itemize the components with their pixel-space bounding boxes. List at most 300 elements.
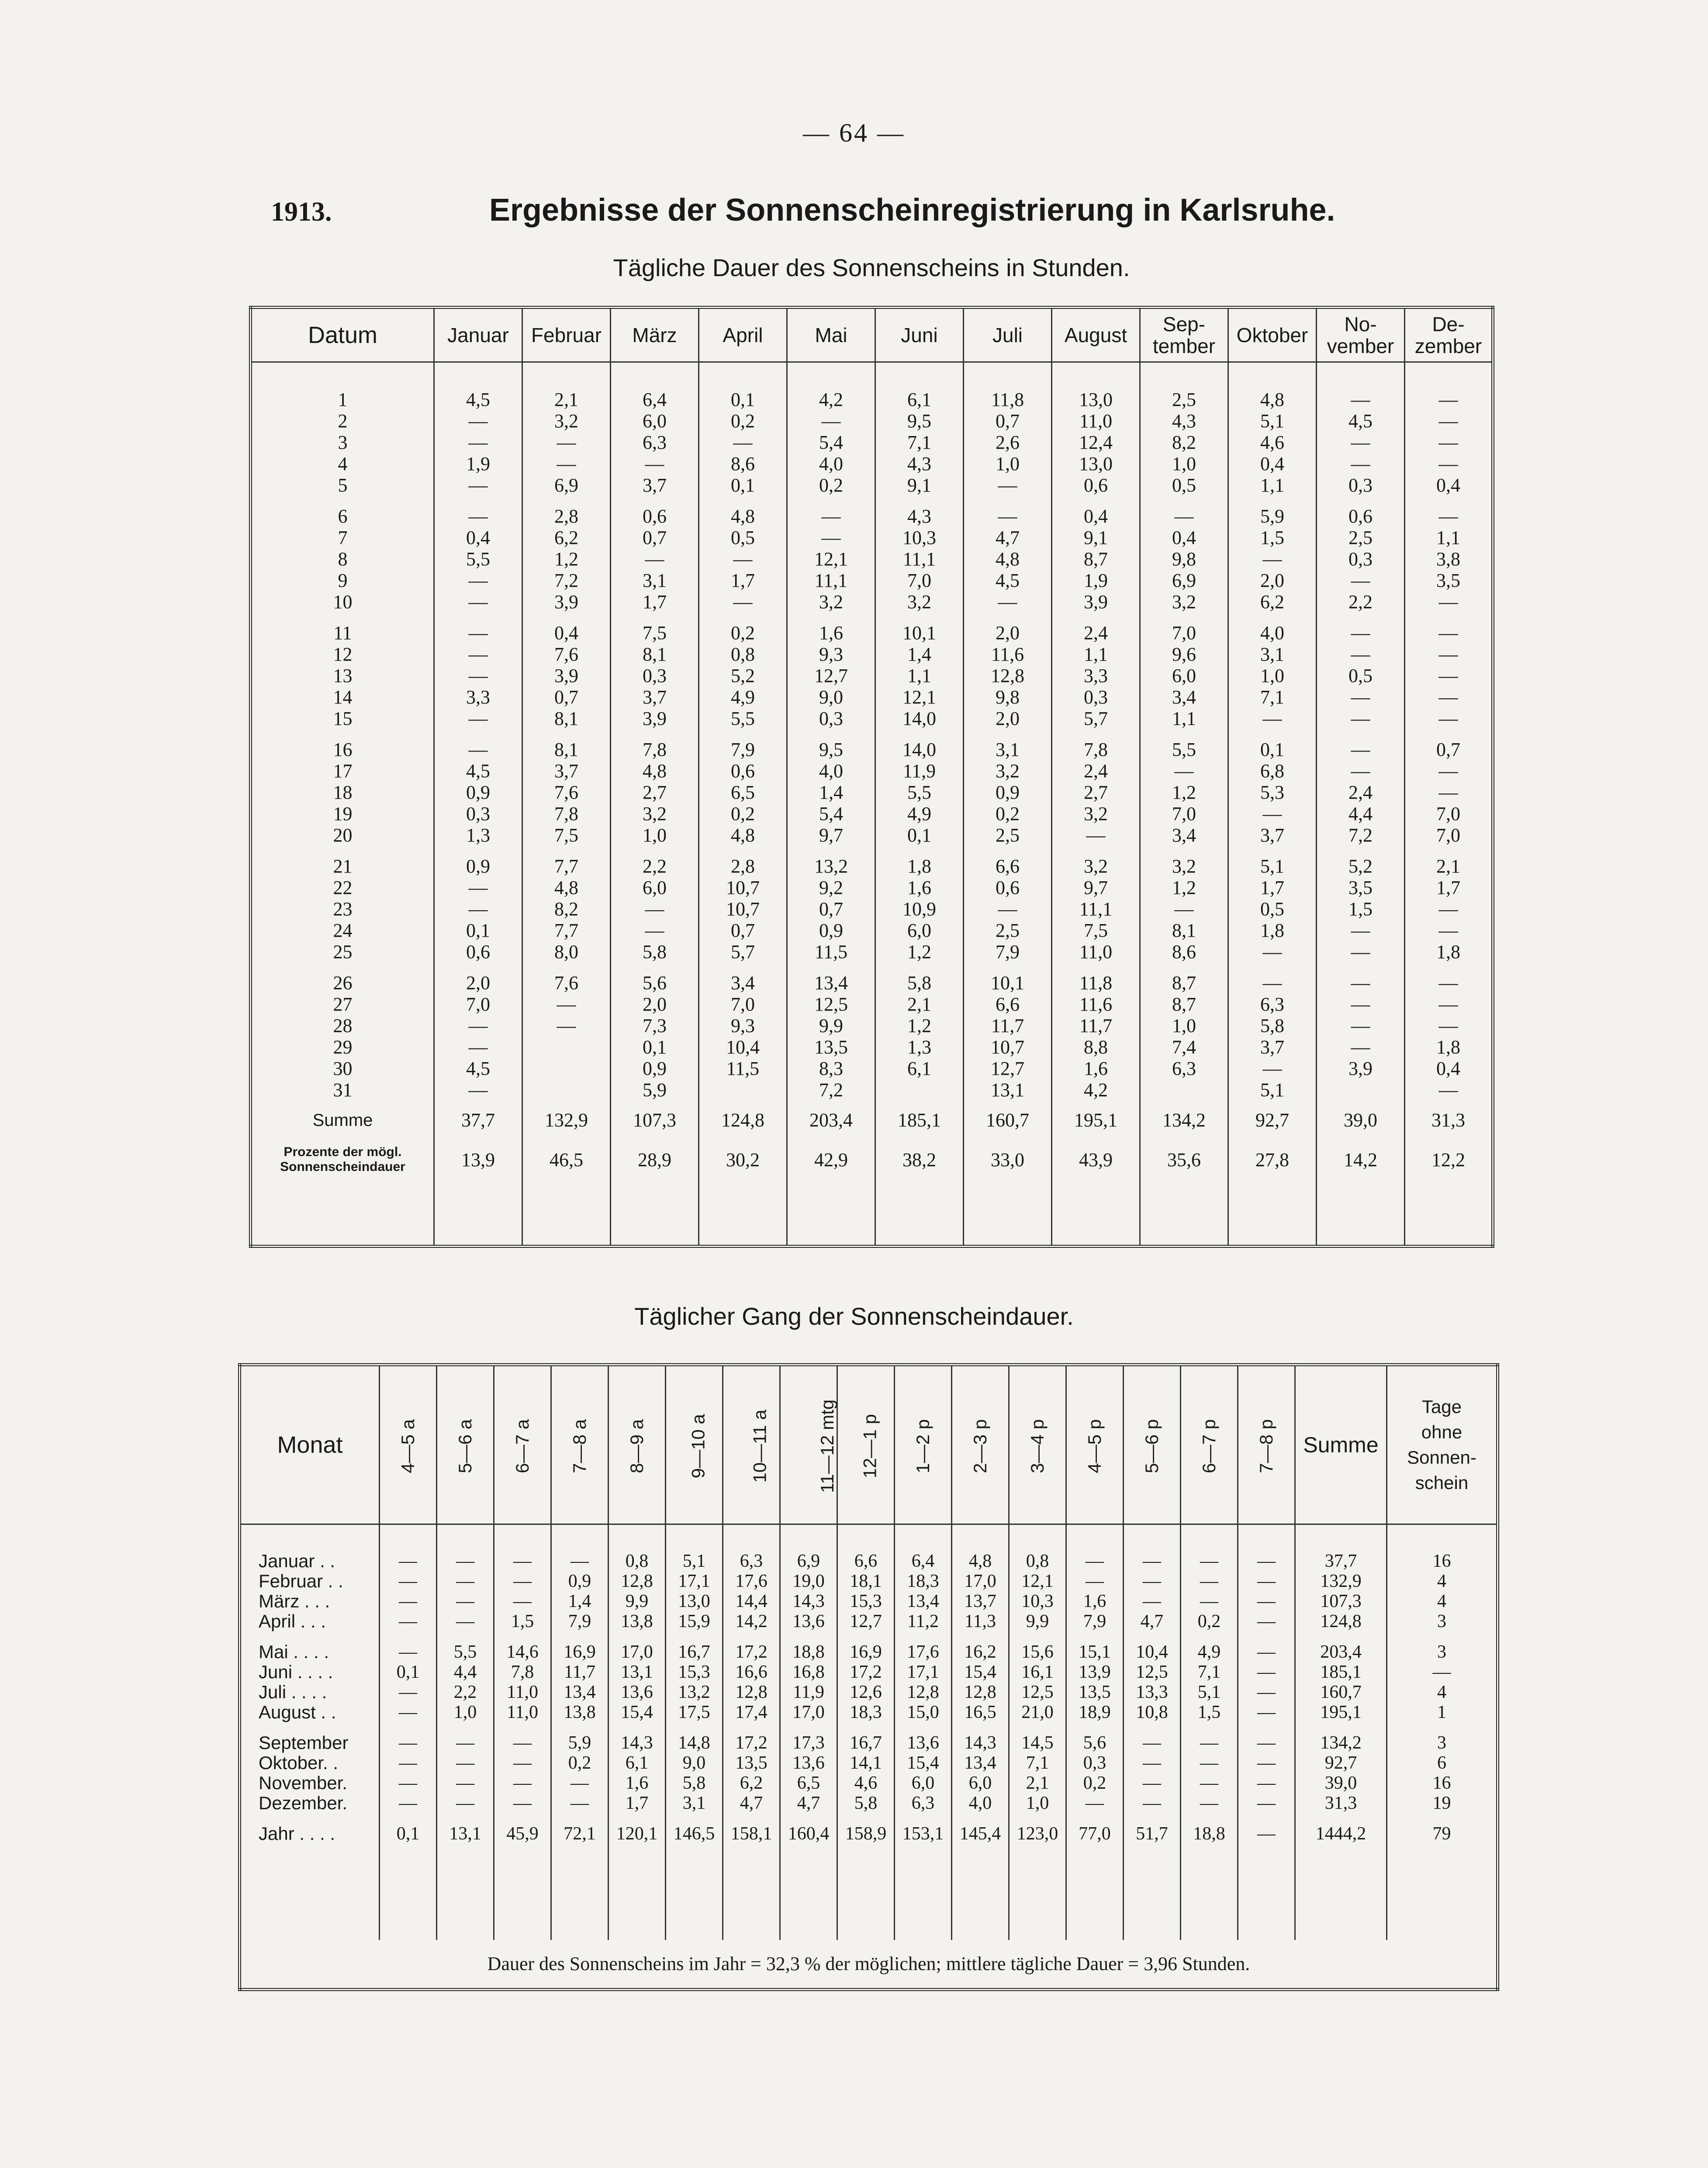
hourly-value: 3,1 — [666, 1793, 723, 1813]
sunshine-value: 1,6 — [787, 622, 875, 644]
hourly-value: — — [1124, 1793, 1181, 1813]
hourly-value: — — [437, 1611, 494, 1631]
spacer-cell — [240, 1524, 380, 1552]
sunshine-value: 11,1 — [787, 570, 875, 591]
sunshine-value: 2,5 — [964, 920, 1052, 941]
hourly-value: — — [494, 1773, 551, 1793]
sunshine-value: 11,6 — [1052, 994, 1140, 1015]
sunshine-value: 7,0 — [1140, 622, 1228, 644]
prozente-value: 12,2 — [1405, 1140, 1493, 1179]
hourly-value: 1,0 — [1009, 1793, 1066, 1813]
day-label: 26 — [333, 972, 353, 994]
sunshine-value: 2,7 — [1052, 782, 1140, 803]
spacer-cell — [964, 362, 1052, 389]
hourly-value: 16,1 — [1009, 1662, 1066, 1682]
hourly-value: — — [1238, 1793, 1295, 1813]
spacer-cell — [251, 496, 434, 506]
summe-value: 160,7 — [964, 1101, 1052, 1140]
sunshine-value: 4,5 — [434, 760, 522, 782]
day-label: 22 — [333, 877, 353, 898]
hourly-value: 4,7 — [723, 1793, 780, 1813]
hourly-value: 9,0 — [666, 1753, 723, 1773]
spacer-cell — [1228, 613, 1317, 622]
spacer-cell — [699, 846, 787, 855]
spacer-cell — [666, 1844, 723, 1940]
sunshine-value: 8,2 — [1140, 432, 1228, 453]
month-header: Mai — [787, 308, 875, 362]
sunshine-value: — — [434, 739, 522, 760]
hourly-value: 13,3 — [1124, 1682, 1181, 1702]
sunshine-value: 6,9 — [522, 474, 611, 496]
sunshine-value: 5,8 — [611, 941, 699, 963]
hourly-value: 14,5 — [1009, 1733, 1066, 1753]
month-header: April — [699, 308, 787, 362]
hourly-value: 195,1 — [1295, 1702, 1387, 1722]
hour-label: 7—8 a — [569, 1419, 590, 1473]
spacer-cell — [1066, 1813, 1124, 1824]
spacer-cell — [1140, 613, 1228, 622]
spacer-cell — [837, 1631, 895, 1642]
hourly-value: 17,1 — [666, 1571, 723, 1591]
spacer-cell — [251, 1179, 434, 1247]
sunshine-value: 3,3 — [434, 686, 522, 708]
sunshine-value: 9,9 — [787, 1015, 875, 1036]
footer-note: Dauer des Sonnenscheins im Jahr = 32,3 % der möglichen; mittlere tägliche Dauer = 3,96 Stunden. — [487, 1953, 1250, 1974]
hourly-value: — — [1181, 1733, 1238, 1753]
spacer-cell — [1317, 613, 1405, 622]
spacer-cell — [1052, 846, 1140, 855]
hourly-value: 6,4 — [895, 1551, 952, 1571]
summe-value: 185,1 — [875, 1101, 964, 1140]
table-row — [251, 591, 1493, 613]
sunshine-value: 6,3 — [611, 432, 699, 453]
sunshine-value: — — [964, 506, 1052, 527]
spacer-cell — [964, 496, 1052, 506]
sunshine-value: — — [1317, 432, 1405, 453]
day-label: 20 — [333, 824, 353, 846]
table-row — [240, 1753, 1498, 1773]
hourly-value: 7,8 — [494, 1662, 551, 1682]
sunshine-value: 1,4 — [875, 644, 964, 665]
hourly-value: 0,2 — [1181, 1611, 1238, 1631]
sunshine-value: 5,1 — [1228, 855, 1317, 877]
hourly-value: — — [380, 1793, 437, 1813]
sunshine-value: 9,1 — [875, 474, 964, 496]
hour-label: 4—5 a — [398, 1419, 418, 1473]
spacer-cell — [522, 496, 611, 506]
jahr-value: 0,1 — [380, 1824, 437, 1844]
spacer-cell — [437, 1844, 494, 1940]
hourly-value: — — [494, 1733, 551, 1753]
hourly-value: 4,7 — [780, 1793, 837, 1813]
month-header: Juli — [964, 308, 1052, 362]
summe-value: 132,9 — [522, 1101, 611, 1140]
sunshine-value: 2,0 — [434, 972, 522, 994]
hour-label: 3—4 p — [1027, 1419, 1048, 1473]
table-row — [251, 739, 1493, 760]
sunshine-value: 1,8 — [1405, 1036, 1493, 1058]
hourly-value: 6,0 — [952, 1773, 1009, 1793]
sunshine-value: 5,5 — [875, 782, 964, 803]
sunshine-value: 5,4 — [787, 432, 875, 453]
sunshine-value: 1,0 — [611, 824, 699, 846]
jahr-value: 160,4 — [780, 1824, 837, 1844]
spacer-cell — [895, 1631, 952, 1642]
sunshine-value: 0,7 — [522, 686, 611, 708]
hourly-value: 7,1 — [1009, 1753, 1066, 1773]
spacer-cell — [1140, 729, 1228, 739]
hourly-value: — — [551, 1551, 609, 1571]
day-label: 9 — [338, 570, 348, 591]
spacer-cell — [787, 963, 875, 972]
sunshine-value: — — [1405, 1079, 1493, 1101]
spacer-cell — [494, 1524, 551, 1552]
hourly-value: — — [380, 1591, 437, 1611]
sunshine-value — [522, 1079, 611, 1101]
sunshine-value: 1,0 — [1140, 453, 1228, 474]
hourly-value: 15,4 — [952, 1662, 1009, 1682]
sunshine-value: 3,2 — [875, 591, 964, 613]
spacer-cell — [952, 1813, 1009, 1824]
hourly-value: 16,7 — [837, 1733, 895, 1753]
hourly-value: 13,8 — [609, 1611, 666, 1631]
table-row — [251, 389, 1493, 410]
hourly-value: 4 — [1387, 1682, 1498, 1702]
sunshine-value: 7,7 — [522, 920, 611, 941]
spacer-cell — [723, 1631, 780, 1642]
day-label: 10 — [333, 591, 353, 613]
spacer-cell — [434, 496, 522, 506]
spacer-cell — [895, 1722, 952, 1733]
hourly-value: — — [1124, 1551, 1181, 1571]
summe-value: 195,1 — [1052, 1101, 1140, 1140]
month-label: März . . . — [259, 1591, 330, 1611]
sunshine-value: — — [1405, 506, 1493, 527]
spacer-cell — [251, 362, 434, 389]
sunshine-value: 5,8 — [875, 972, 964, 994]
table-row — [240, 1571, 1498, 1591]
spacer-cell — [1405, 963, 1493, 972]
spacer-cell — [1228, 729, 1317, 739]
sunshine-value: 11,9 — [875, 760, 964, 782]
sunshine-value: 1,2 — [522, 548, 611, 570]
sunshine-value: 5,9 — [1228, 506, 1317, 527]
spacer-cell — [780, 1524, 837, 1552]
hourly-value: 15,4 — [895, 1753, 952, 1773]
sunshine-value — [1140, 1079, 1228, 1101]
sunshine-value: 1,1 — [875, 665, 964, 686]
sunshine-value: — — [787, 527, 875, 548]
spacer-cell — [1066, 1524, 1124, 1552]
sunshine-value: 1,3 — [875, 1036, 964, 1058]
hourly-value: 7,9 — [551, 1611, 609, 1631]
hourly-value: 5,6 — [1066, 1733, 1124, 1753]
spacer-cell — [240, 1722, 380, 1733]
hourly-value: 16,8 — [780, 1662, 837, 1682]
sunshine-value: 2,0 — [611, 994, 699, 1015]
sunshine-value: 13,5 — [787, 1036, 875, 1058]
hourly-value: 12,5 — [1009, 1682, 1066, 1702]
spacer-cell — [875, 846, 964, 855]
jahr-value: 145,4 — [952, 1824, 1009, 1844]
sunshine-value: 0,3 — [1317, 474, 1405, 496]
sunshine-value: — — [1228, 708, 1317, 729]
spacer-cell — [609, 1524, 666, 1552]
sunshine-value: 1,0 — [964, 453, 1052, 474]
sunshine-value: 6,3 — [1140, 1058, 1228, 1079]
spacer-cell — [380, 1631, 437, 1642]
sunshine-value: 3,5 — [1405, 570, 1493, 591]
spacer-cell — [1140, 963, 1228, 972]
sunshine-value: 0,4 — [1405, 474, 1493, 496]
sunshine-value: 0,7 — [699, 920, 787, 941]
hour-header — [380, 1365, 437, 1524]
day-label: 24 — [333, 920, 353, 941]
sunshine-value: 4,5 — [434, 389, 522, 410]
sunshine-value: 8,1 — [522, 739, 611, 760]
hourly-value: 15,0 — [895, 1702, 952, 1722]
table-row — [251, 570, 1493, 591]
sunshine-value: 1,0 — [1228, 665, 1317, 686]
day-label: 6 — [338, 506, 348, 527]
prozente-value: 38,2 — [875, 1140, 964, 1179]
sunshine-value: 1,2 — [1140, 877, 1228, 898]
sunshine-value: — — [699, 432, 787, 453]
sunshine-value: 11,5 — [699, 1058, 787, 1079]
sunshine-value: 4,8 — [699, 824, 787, 846]
sunshine-value: 2,8 — [522, 506, 611, 527]
hourly-value: 13,9 — [1066, 1662, 1124, 1682]
sunshine-value: 2,2 — [611, 855, 699, 877]
sunshine-value: 5,3 — [1228, 782, 1317, 803]
sunshine-value: 7,0 — [875, 570, 964, 591]
sunshine-value: 0,4 — [434, 527, 522, 548]
sunshine-value: 2,4 — [1317, 782, 1405, 803]
sunshine-value: 6,6 — [964, 994, 1052, 1015]
table-row — [251, 410, 1493, 432]
hourly-value: 13,6 — [780, 1611, 837, 1631]
sunshine-value: — — [964, 591, 1052, 613]
sunshine-value: 10,7 — [699, 877, 787, 898]
sunshine-value: 1,8 — [875, 855, 964, 877]
month-header: März — [611, 308, 699, 362]
hourly-value: — — [1238, 1682, 1295, 1702]
table-row — [251, 877, 1493, 898]
sunshine-value: 8,0 — [522, 941, 611, 963]
jahr-value: 146,5 — [666, 1824, 723, 1844]
sunshine-value: — — [434, 410, 522, 432]
hour-header — [1009, 1365, 1066, 1524]
sunshine-value: 4,3 — [1140, 410, 1228, 432]
day-label: 17 — [333, 760, 353, 782]
hourly-value: — — [1181, 1753, 1238, 1773]
hourly-value: 2,2 — [437, 1682, 494, 1702]
day-label: 4 — [338, 453, 348, 474]
spacer-cell — [494, 1722, 551, 1733]
month-label: Juli . . . . — [259, 1682, 327, 1702]
table-row — [251, 824, 1493, 846]
spacer-cell — [787, 1179, 875, 1247]
sunshine-value: — — [434, 506, 522, 527]
hourly-value: 0,8 — [1009, 1551, 1066, 1571]
spacer-cell — [1140, 846, 1228, 855]
hourly-value: 4,4 — [437, 1662, 494, 1682]
spacer-cell — [494, 1631, 551, 1642]
sunshine-value: 11,8 — [1052, 972, 1140, 994]
spacer-cell — [1066, 1631, 1124, 1642]
sunshine-value: 11,5 — [787, 941, 875, 963]
hourly-value: 0,2 — [1066, 1773, 1124, 1793]
sunshine-value: — — [434, 1079, 522, 1101]
sunshine-value: — — [1405, 591, 1493, 613]
sunshine-value: — — [1317, 1015, 1405, 1036]
hour-header — [666, 1365, 723, 1524]
hourly-value: 17,5 — [666, 1702, 723, 1722]
hourly-value: 134,2 — [1295, 1733, 1387, 1753]
hourly-value: 15,3 — [666, 1662, 723, 1682]
spacer-row — [251, 963, 1493, 972]
sunshine-value: 0,4 — [1228, 453, 1317, 474]
hourly-value: — — [1066, 1571, 1124, 1591]
spacer-cell — [895, 1813, 952, 1824]
sunshine-value — [875, 1079, 964, 1101]
hourly-value: 1,4 — [551, 1591, 609, 1611]
hourly-value: 14,3 — [609, 1733, 666, 1753]
hour-label: 2—3 p — [970, 1419, 990, 1473]
sunshine-value: — — [1317, 389, 1405, 410]
month-header: Juni — [875, 308, 964, 362]
hourly-value: — — [1238, 1611, 1295, 1631]
prozente-value: 28,9 — [611, 1140, 699, 1179]
sunshine-value: 4,0 — [1228, 622, 1317, 644]
sunshine-value: — — [1405, 432, 1493, 453]
hourly-value: 18,1 — [837, 1571, 895, 1591]
sunshine-value: 9,1 — [1052, 527, 1140, 548]
hourly-value: — — [1181, 1773, 1238, 1793]
summe-value: 134,2 — [1140, 1101, 1228, 1140]
sunshine-value: 0,1 — [699, 474, 787, 496]
hourly-value: 12,8 — [952, 1682, 1009, 1702]
spacer-cell — [1124, 1524, 1181, 1552]
hourly-value: 12,5 — [1124, 1662, 1181, 1682]
month-header: Oktober — [1228, 308, 1317, 362]
sunshine-value: — — [1317, 1036, 1405, 1058]
hourly-value: 17,4 — [723, 1702, 780, 1722]
sunshine-value: 2,0 — [964, 708, 1052, 729]
sunshine-value: 0,1 — [434, 920, 522, 941]
hourly-value: 17,2 — [723, 1642, 780, 1662]
sunshine-value: 3,8 — [1405, 548, 1493, 570]
jahr-label: Jahr . . . . — [259, 1823, 335, 1844]
table-row — [251, 855, 1493, 877]
sunshine-value: 6,1 — [875, 1058, 964, 1079]
spacer-cell — [1009, 1813, 1066, 1824]
spacer-cell — [251, 729, 434, 739]
sunshine-value: 0,7 — [964, 410, 1052, 432]
sunshine-value: — — [1405, 760, 1493, 782]
prozente-value: 43,9 — [1052, 1140, 1140, 1179]
sunshine-value: 0,1 — [699, 389, 787, 410]
prozente-value: 35,6 — [1140, 1140, 1228, 1179]
spacer-cell — [787, 362, 875, 389]
sunshine-value: 2,5 — [1140, 389, 1228, 410]
hourly-value: 185,1 — [1295, 1662, 1387, 1682]
spacer-cell — [964, 729, 1052, 739]
sunshine-value: 1,7 — [1405, 877, 1493, 898]
hourly-value: 21,0 — [1009, 1702, 1066, 1722]
spacer-cell — [437, 1813, 494, 1824]
hour-header — [1238, 1365, 1295, 1524]
table-row — [251, 686, 1493, 708]
hourly-value: — — [380, 1682, 437, 1702]
day-label: 7 — [338, 527, 348, 548]
sunshine-value: 0,5 — [699, 527, 787, 548]
spacer-cell — [611, 729, 699, 739]
hourly-value: 13,4 — [551, 1682, 609, 1702]
table-row — [251, 474, 1493, 496]
sunshine-value: — — [1228, 972, 1317, 994]
sunshine-value: 0,7 — [1405, 739, 1493, 760]
hourly-value: 1,5 — [1181, 1702, 1238, 1722]
day-label: 29 — [333, 1036, 353, 1058]
sunshine-value: 10,1 — [964, 972, 1052, 994]
hourly-value: 6,2 — [723, 1773, 780, 1793]
hourly-value: 6,6 — [837, 1551, 895, 1571]
sunshine-value: — — [434, 708, 522, 729]
sunshine-value: 3,2 — [1052, 803, 1140, 824]
sunshine-value: 0,6 — [1317, 506, 1405, 527]
sunshine-value: 1,1 — [1405, 527, 1493, 548]
spacer-cell — [1181, 1722, 1238, 1733]
sunshine-value: 4,9 — [699, 686, 787, 708]
day-label: 8 — [338, 548, 348, 570]
jahr-value: 158,9 — [837, 1824, 895, 1844]
hourly-value: 16,7 — [666, 1642, 723, 1662]
sunshine-value: 2,1 — [522, 389, 611, 410]
hourly-value: 15,1 — [1066, 1642, 1124, 1662]
day-label: 12 — [333, 644, 353, 665]
spacer-cell — [1387, 1722, 1498, 1733]
sunshine-value: 0,6 — [611, 506, 699, 527]
spacer-cell — [1228, 496, 1317, 506]
sunshine-value: — — [1140, 760, 1228, 782]
sunshine-value: 0,2 — [699, 410, 787, 432]
sunshine-value: — — [1228, 1058, 1317, 1079]
spacer-cell — [666, 1722, 723, 1733]
hourly-value: — — [1238, 1733, 1295, 1753]
sunshine-value: — — [1405, 622, 1493, 644]
spacer-cell — [666, 1524, 723, 1552]
hourly-value: 13,1 — [609, 1662, 666, 1682]
sunshine-value: 8,2 — [522, 898, 611, 920]
spacer-cell — [1295, 1631, 1387, 1642]
spacer-cell — [1238, 1722, 1295, 1733]
sunshine-value: 9,5 — [875, 410, 964, 432]
month-label: Januar . . — [259, 1551, 335, 1571]
hour-label: 10—11 a — [749, 1410, 770, 1483]
jahr-value: 123,0 — [1009, 1824, 1066, 1844]
hourly-value: 2,1 — [1009, 1773, 1066, 1793]
table1-subtitle: Tägliche Dauer des Sonnenscheins in Stunden. — [613, 254, 1130, 281]
spacer-cell — [434, 362, 522, 389]
spacer-cell — [609, 1844, 666, 1940]
sunshine-value: — — [434, 1036, 522, 1058]
hour-label: 1—2 p — [913, 1419, 933, 1473]
sunshine-value: 11,0 — [1052, 941, 1140, 963]
sunshine-value: 9,3 — [787, 644, 875, 665]
spacer-cell — [611, 613, 699, 622]
spacer-cell — [1009, 1524, 1066, 1552]
